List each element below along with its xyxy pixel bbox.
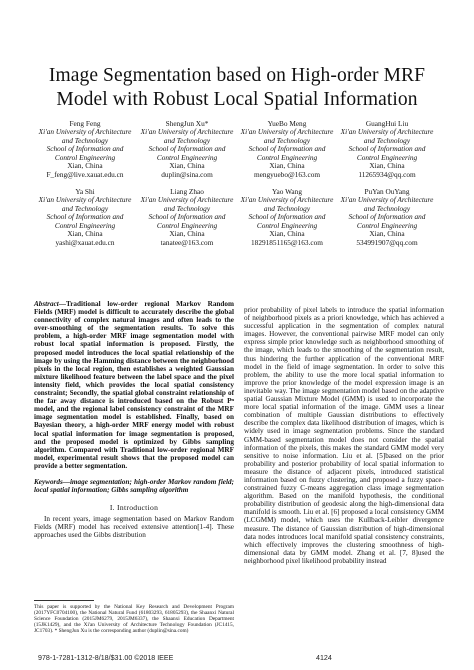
author-block <box>232 120 342 179</box>
author-city: Xian, China <box>169 229 205 239</box>
paper-title <box>20 64 454 112</box>
author-name: Yao Wang <box>272 187 302 196</box>
author-city: Xian, China <box>269 161 305 171</box>
author-block <box>332 120 442 179</box>
author-affiliation: Xi'an University of Architecture <box>38 127 132 137</box>
author-affiliation: Xi'an University of Architecture <box>140 195 234 205</box>
author-affiliation: and Technology <box>263 203 311 213</box>
author-affiliation: Xi'an University of Architecture <box>240 195 334 205</box>
author-department: Control Engineering <box>156 220 218 230</box>
author-email: 534991907@qq.com <box>356 237 418 247</box>
author-city: Xian, China <box>169 161 205 171</box>
author-department: Control Engineering <box>356 220 418 230</box>
title-line-2: Model with Robust Local Spatial Information <box>56 89 418 110</box>
author-name: GuangHui Liu <box>365 119 409 128</box>
author-email: mengyuebo@163.com <box>253 169 321 179</box>
footnote-divider <box>34 600 94 601</box>
author-affiliation: and Technology <box>61 135 109 145</box>
author-block <box>30 188 140 247</box>
author-email: 18291851165@163.com <box>251 237 323 247</box>
author-department: School of Information and <box>348 212 426 222</box>
author-city: Xian, China <box>269 229 305 239</box>
section-heading-introduction: I. Introduction <box>109 503 159 513</box>
author-department: School of Information and <box>148 144 226 154</box>
keywords-text: —image segmentation; high-order Markov random field; local spatial information; Gibbs sampling algorithm <box>34 477 234 495</box>
keywords-label: Keywords <box>34 477 63 486</box>
author-name: ShengJun Xu* <box>165 119 209 128</box>
author-block <box>132 120 242 179</box>
author-block <box>30 120 140 179</box>
author-affiliation: and Technology <box>163 135 211 145</box>
author-department: School of Information and <box>46 144 124 154</box>
author-email: F_feng@live.xauat.edu.cn <box>46 169 124 179</box>
abstract-text: —Traditional low-order regional Markov Random Fields (MRF) model is difficult to accurately describe the global connectivity of complex natural images and often leads to the over-smoothing of the segmentation results. To solve this problem, a high-order MRF image segmentation model with robust local spatial information is proposed. Firstly, the proposed model introduces the local spatial relationship of the image by using the Hamming distance between the neighborhood pixels in the local region, then establishes a weighted Gaussian mixture likelihood feature between the label space and the pixel intensity field, which provides the local spatial consistency constraint; Secondly, the spatial global constraint relationship of the far away distance is introduced based on the Robust Pⁿ model, and the regional label consistency constraint of the MRF image segmentation model is established. Finally, based on Bayesian theory, a high-order MRF energy model with robust local spatial information for image segmentation is proposed, and the proposed model is optimized by Gibbs sampling algorithm. Compared with Traditional low-order regional MRF model, experimental result shows that the proposed model can provide a better segmentation. <box>34 300 234 470</box>
author-block <box>332 188 442 247</box>
author-name: PuYan OuYang <box>364 187 410 196</box>
author-department: School of Information and <box>148 212 226 222</box>
author-affiliation: and Technology <box>61 203 109 213</box>
footnote: This paper is supported by the National Key Research and Development Program (2017YFC0704100), the National Natural Fund (61803293, 61805293), the Shaanxi Natural Science Foundation (2015JM6279, 2015JM6337), the Shaanxi Education Department (15JK1429), and the Xi'an University of Architecture Technology Foundation (JC1415, JC1703). * ShengJun Xu is the corresponding author (duplin@sina.com) <box>34 604 234 635</box>
author-city: Xian, China <box>67 229 103 239</box>
author-affiliation: and Technology <box>163 203 211 213</box>
author-block <box>232 188 342 247</box>
author-email: tanatee@163.com <box>160 237 214 247</box>
body-paragraph: prior probability of pixel labels to introduce the spatial information of neighborhood pixels as a priori knowledge, which has achieved a successful application in the segmentation of complex natural images. However, the conventional pairwise MRF model can only express simple prior knowledge such as neighborhood smoothing of the image, which leads to the smoothing of the segmentation result, thus hindering the further application of the conventional MRF model in the field of image segmentation. In order to solve this problem, the ability to use the more local spatial information to improve the prior knowledge of the model expression image is an inevitable way. The image segmentation model based on the adaptive spatial Gaussian Mixture Model (GMM) is used to incorporate the more local spatial information of the image. GMM uses a linear combination of multiple Gaussian distributions to effectively describe the complex data likelihood distribution of images, which is widely used in image segmentation problems. Since the standard GMM-based segmentation model does not consider the spatial information of the pixels, this makes the standard GMM model very sensitive to noise information. Liu et al. [5]based on the prior probability and posterior probability of local spatial information to measure the distance of adjacent pixels, introduced statistical information based on fuzzy clustering, and proposed a fuzzy space-constrained fuzzy C-means aggregation class image segmentation algorithm. Based on the manifold hypothesis, the conditional probability distribution of geodesic along the high-dimensional data manifold is smooth. Liu et al. [6] proposed a local consistency GMM (LCGMM) model, which uses the Kullback-Leibler divergence measure. The distance of Gaussian distribution of high-dimensional data nodes introduces local manifold spatial consistency constraints, which effectively improves the clustering smoothness of high-dimensional data by GMM model. Zhang et al. [7, 8]used the neighborhood pixel likelihood probability instead <box>244 306 444 565</box>
author-department: School of Information and <box>248 144 326 154</box>
author-affiliation: and Technology <box>263 135 311 145</box>
author-name: Liang Zhao <box>170 187 204 196</box>
author-department: School of Information and <box>46 212 124 222</box>
author-department: Control Engineering <box>54 152 116 162</box>
right-column <box>244 306 444 565</box>
author-affiliation: Xi'an University of Architecture <box>340 127 434 137</box>
author-affiliation: and Technology <box>363 203 411 213</box>
author-department: School of Information and <box>248 212 326 222</box>
author-email: duplin@sina.com <box>161 169 213 179</box>
author-department: Control Engineering <box>256 152 318 162</box>
author-department: School of Information and <box>348 144 426 154</box>
author-city: Xian, China <box>369 161 405 171</box>
author-department: Control Engineering <box>54 220 116 230</box>
author-name: YueBo Meng <box>267 119 307 128</box>
title-line-1: Image Segmentation based on High-order MRF <box>48 65 426 86</box>
author-department: Control Engineering <box>156 152 218 162</box>
author-affiliation: Xi'an University of Architecture <box>240 127 334 137</box>
abstract <box>34 300 234 470</box>
author-name: Feng Feng <box>69 119 101 128</box>
left-column <box>34 300 234 539</box>
author-affiliation: Xi'an University of Architecture <box>38 195 132 205</box>
author-department: Control Engineering <box>356 152 418 162</box>
author-email: 11265934@qq.com <box>358 169 416 179</box>
author-affiliation: Xi'an University of Architecture <box>140 127 234 137</box>
page-number: 4124 <box>316 654 332 662</box>
author-block <box>132 188 242 247</box>
author-department: Control Engineering <box>256 220 318 230</box>
keywords <box>34 478 234 494</box>
intro-paragraph: In recent years, image segmentation based on Markov Random Fields (MRF) model has received extensive attention[1-4]. These approaches used the Gibbs distribution <box>34 515 234 540</box>
author-affiliation: Xi'an University of Architecture <box>340 195 434 205</box>
author-city: Xian, China <box>369 229 405 239</box>
author-city: Xian, China <box>67 161 103 171</box>
author-email: yashi@xauat.edu.cn <box>55 237 115 247</box>
author-name: Ya Shi <box>75 187 95 196</box>
author-affiliation: and Technology <box>363 135 411 145</box>
abstract-label: Abstract <box>34 300 59 308</box>
copyright-footer: 978-1-7281-1312-8/18/$31.00 ©2018 IEEE <box>38 654 174 662</box>
